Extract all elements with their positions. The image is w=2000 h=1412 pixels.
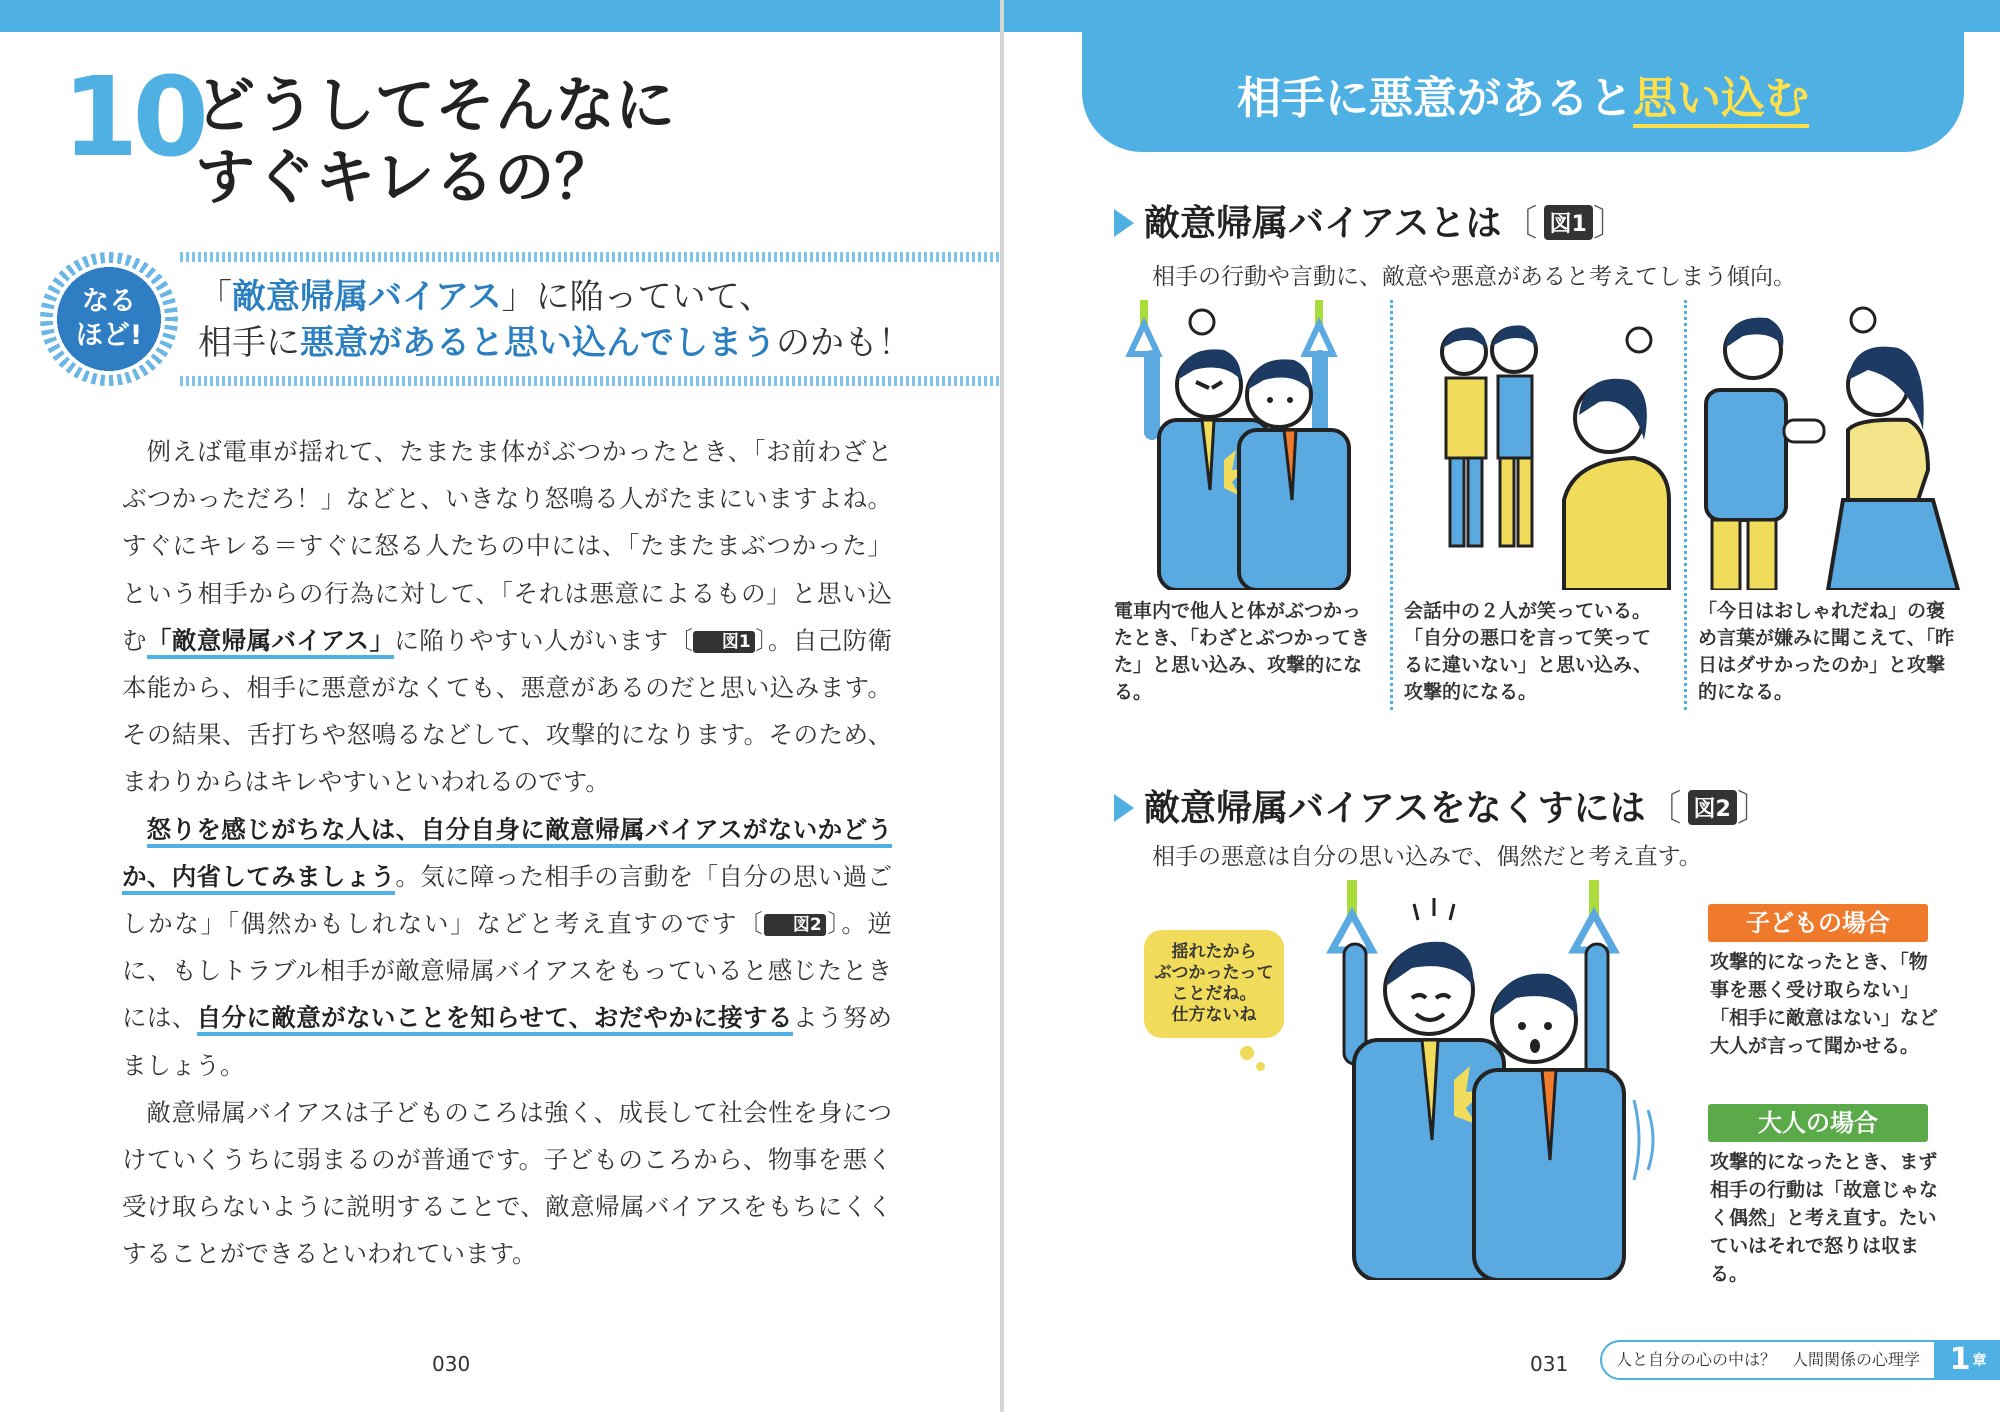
section-number: 10 — [62, 53, 204, 181]
child-case-label: 子どもの場合 — [1708, 904, 1928, 942]
naruhodo-badge — [40, 252, 178, 386]
header-text-part: 相手に悪意があると — [1237, 73, 1633, 124]
header-banner — [1082, 30, 1964, 152]
section-subtitle-1: 相手の行動や言動に、敵意や悪意があると考えてしまう傾向。 — [1152, 264, 1796, 290]
text-run: 例えば電車が揺れて、たまたま体がぶつかったとき、「お前わざとぶつかっただろ！」などと、いきなり怒鳴る人がたまにいますよね。すぐにキレる＝すぐに怒る人たちの中には、「たまたまぶつかった」という相手からの行為に対して、「それは悪意によるもの」と思い込む — [122, 437, 892, 655]
page-title-line2: すぐキレるの？ — [195, 143, 615, 213]
figure-reference: 図2 — [764, 914, 825, 936]
dotted-divider — [180, 252, 1000, 262]
dotted-divider — [180, 376, 1000, 386]
top-color-bar — [1004, 0, 2000, 32]
page-title — [195, 70, 675, 214]
badge-line1: なる — [82, 286, 136, 317]
summary-band — [40, 252, 1000, 386]
panel-divider — [1684, 300, 1687, 710]
summary-text-part: のかも！ — [776, 323, 912, 363]
triangle-bullet-icon — [1114, 794, 1134, 822]
bubble-tail-dot — [1240, 1046, 1254, 1060]
right-page — [1004, 0, 2000, 1412]
laughing-pair-illustration — [1404, 300, 1674, 590]
emphasis-text: 怒りを感じがちな人は、自分自身に敵意帰属バイアスがないかどうか、内省してみましょう — [122, 815, 892, 895]
summary-line1 — [198, 274, 912, 320]
bracket: 〔 — [1501, 203, 1538, 244]
bracket: 〕 — [1736, 788, 1773, 829]
section-title-1 — [1114, 195, 1629, 246]
bracket: 〔 — [1645, 788, 1682, 829]
illustration-train-bump — [1114, 300, 1384, 710]
adult-case-label: 大人の場合 — [1708, 1104, 1928, 1142]
caption-3: 「今日はおしゃれだね」の褒め言葉が嫌みに聞こえて、「昨日はダサかったのか」と攻撃的になる。 — [1698, 600, 1955, 703]
text-run: 〕。逆に、もしトラブル相手が敵意帰属バイアスをもっていると感じたときには、 — [122, 909, 893, 1033]
body-paragraph-3: 敵意帰属バイアスは子どものころは強く、成長して社会性を身につけていくうちに弱まるのが普通です。子どものころから、物事を悪く受け取らないように説明することで、敵意帰属バイアスをもちにくくすることができるといわれています。 — [122, 1097, 892, 1269]
figure-reference: 図1 — [693, 631, 754, 653]
bubble-tail-dot — [1256, 1062, 1265, 1071]
panel-divider — [1390, 300, 1393, 710]
emphasis-text: 自分に敵意がないことを知らせて、おだやかに接する — [197, 1003, 793, 1036]
section-subtitle-2: 相手の悪意は自分の思い込みで、偶然だと考え直す。 — [1152, 844, 1702, 870]
chapter-tab-number: 1 — [1949, 1342, 1971, 1377]
compliment-illustration — [1698, 300, 1968, 590]
body-text — [122, 428, 892, 1278]
summary-text-part: 相手に — [198, 323, 300, 363]
calm-train-illustration — [1294, 880, 1674, 1280]
illustration-compliment — [1698, 300, 1968, 710]
badge-line2: ほど! — [75, 320, 143, 351]
header-highlight: 思い込む — [1633, 73, 1809, 128]
speech-bubble-text: 揺れたから ぶつかったって ことだね。 仕方ないね — [1154, 942, 1274, 1025]
figure-label: 図2 — [1688, 790, 1737, 825]
speech-bubble — [1144, 930, 1284, 1038]
summary-highlight: 悪意があると思い込んでしまう — [300, 323, 776, 363]
figure-label: 図1 — [1544, 205, 1593, 240]
running-footer: 人と自分の心の中は？ 人間関係の心理学 — [1600, 1340, 1936, 1380]
body-paragraph-2 — [122, 806, 892, 1089]
page-number: 030 — [432, 1352, 471, 1376]
illustration-laughing-pair — [1404, 300, 1674, 710]
chapter-tab — [1936, 1340, 2000, 1380]
text-run: 。気に障った相手の言動を「自分の思い過ごしかな」「偶然かもしれない」などと考え直すのです〔 — [122, 861, 893, 939]
summary-line2 — [198, 320, 912, 366]
text-run: に陥りやすい人がいます〔 — [394, 625, 694, 655]
emphasis-text: 「敵意帰属バイアス」 — [147, 626, 394, 659]
train-bump-illustration — [1114, 300, 1384, 590]
page-number: 031 — [1530, 1352, 1569, 1376]
child-case-text: 攻撃的になったとき、「物事を悪く受け取らない」「相手に敵意はない」など大人が言って聞かせる。 — [1710, 951, 1939, 1057]
section-title-2 — [1114, 780, 1773, 831]
body-paragraph-1 — [122, 428, 892, 806]
top-color-bar — [0, 0, 1000, 32]
summary-text — [198, 274, 912, 366]
section-title-text: 敵意帰属バイアスとは — [1144, 203, 1502, 244]
page-title-line1: どうしてそんなに — [195, 71, 675, 141]
chapter-tab-suffix: 章 — [1972, 1353, 1987, 1369]
triangle-bullet-icon — [1114, 209, 1134, 237]
section-title-text: 敵意帰属バイアスをなくすには — [1144, 788, 1646, 829]
text-run: よう努めましょう。 — [122, 1003, 892, 1080]
text-run: 〕。自己防衛本能から、相手に悪意がなくても、悪意があるのだと思い込みます。その結果、舌打ちや怒鳴るなどして、攻撃的になります。そのため、まわりからはキレやすいといわれるのです。 — [122, 625, 893, 797]
bracket: 〕 — [1592, 203, 1629, 244]
summary-text-part: 「 — [198, 277, 232, 317]
header-title — [1082, 62, 1964, 126]
caption-2: 会話中の２人が笑っている。「自分の悪口を言って笑ってるに違いない」と思い込み、攻撃的になる。 — [1404, 600, 1653, 703]
summary-text-part: 」に陥っていて、 — [501, 277, 773, 317]
caption-1: 電車内で他人と体がぶつかったとき、「わざとぶつかってきた」と思い込み、攻撃的になる。 — [1114, 600, 1370, 703]
summary-highlight: 敵意帰属バイアス — [232, 277, 502, 317]
adult-case-text: 攻撃的になったとき、まず相手の行動は「故意じゃなく偶然」と考え直す。たいていはそれで怒りは収まる。 — [1710, 1151, 1939, 1285]
